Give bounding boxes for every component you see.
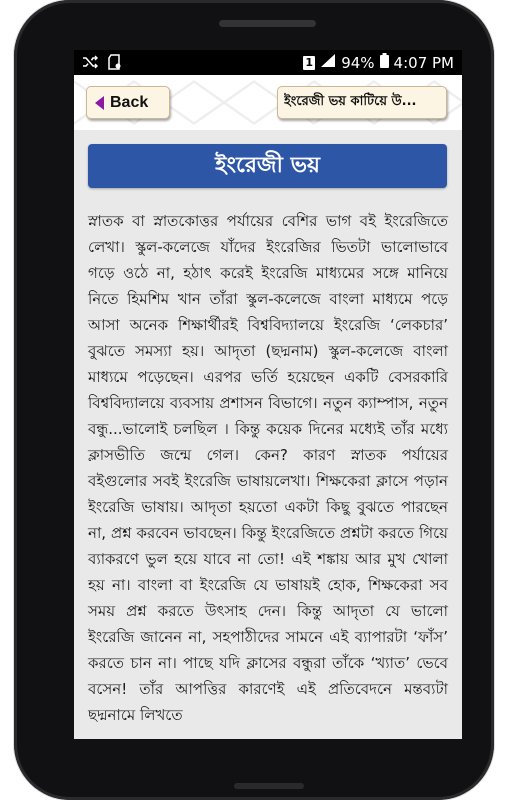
earpiece-speaker [219,20,316,27]
clock-time: 4:07 PM [393,53,454,72]
phone-frame [14,0,494,800]
battery-icon [380,53,389,72]
shuffle-icon [82,54,98,74]
device-screen [74,50,462,739]
battery-percent: 94% [341,53,375,72]
sim-badge: 1 [303,56,315,70]
back-button-label: Back [110,93,149,111]
chapter-title-button[interactable] [277,86,447,119]
back-arrow-icon [95,96,104,110]
article-content[interactable] [74,130,462,739]
article-body: স্নাতক বা স্নাতকোত্তর পর্যায়ের বেশির ভাগ বই ইংরেজিতে লেখা। স্কুল-কলেজে যাঁদের ইংরেজির ভিতটা ভালোভাবে গড়ে ওঠে না, হঠাৎ করেই ইংরেজি মাধ্যমের সঙ্গে মানিয়ে নিতে হিমশিম খান তাঁরা স্কুল-কলেজে বাংলা মাধ্যমে পড়ে আসা অনেক শিক্ষার্থীরই বিশ্ববিদ্যালয়ে ইংরেজি ‘লেকচার’ বুঝতে সমস্যা হয়। আদৃতা (ছদ্মনাম) স্কুল-কলেজে বাংলা মাধ্যমে পড়েছেন। এরপর ভর্তি হয়েছেন একটি বেসরকারি বিশ্ববিদ্যালয়ে ব্যবসায় প্রশাসন বিভাগে। নতুন ক্যাম্পাস, নতুন বন্ধু...ভালোই চলছিল । কিন্তু কয়েক দিনের মধ্যেই তাঁর মধ্যে ক্লাসভীতি জন্মে গেল। কেন? কারণ স্নাতক পর্যায়ের বইগুলোর সবই ইংরেজি ভাষায়লেখা। শিক্ষকেরা ক্লাসে পড়ান ইংরেজি ভাষায়। আদৃতা হয়তো একটা কিছু বুঝতে পারছেন না, প্রশ্ন করবেন ভাবছেন। কিন্তু ইংরেজিতে প্রশ্নটা করতে গিয়ে ব্যাকরণে ভুল হয়ে যাবে না তো! এই শঙ্কায় আর মুখ খোলা হয় না। বাংলা বা ইংরেজি যে ভাষায়ই হোক, শিক্ষকেরা সব সময় প্রশ্ন করতে উৎসাহ দেন। কিন্তু আদৃতা যে ভালো ইংরেজি জানেন না, সহপাঠীদের সামনে এই ব্যাপারটা ‘ফাঁস’ করতে চান না। পাছে যদি ক্লাসের বন্ধুরা তাঁকে ‘খ্যাত’ ভেবে বসেন! তাঁর আপত্তির কারণেই এই প্রতিবেদনে মন্তব্যটা ছদ্মনামে লিখতে [88,212,448,724]
status-bar [74,50,462,75]
app-toolbar [74,75,462,130]
phone-bottom-bezel [234,783,304,789]
chapter-title-label: ইংরেজী ভয় কাটিয়ে উ... [284,94,417,109]
sd-card-icon [108,54,122,74]
back-button[interactable] [86,86,170,119]
article-heading: ইংরেজী ভয় [88,144,447,188]
signal-icon [320,53,336,72]
